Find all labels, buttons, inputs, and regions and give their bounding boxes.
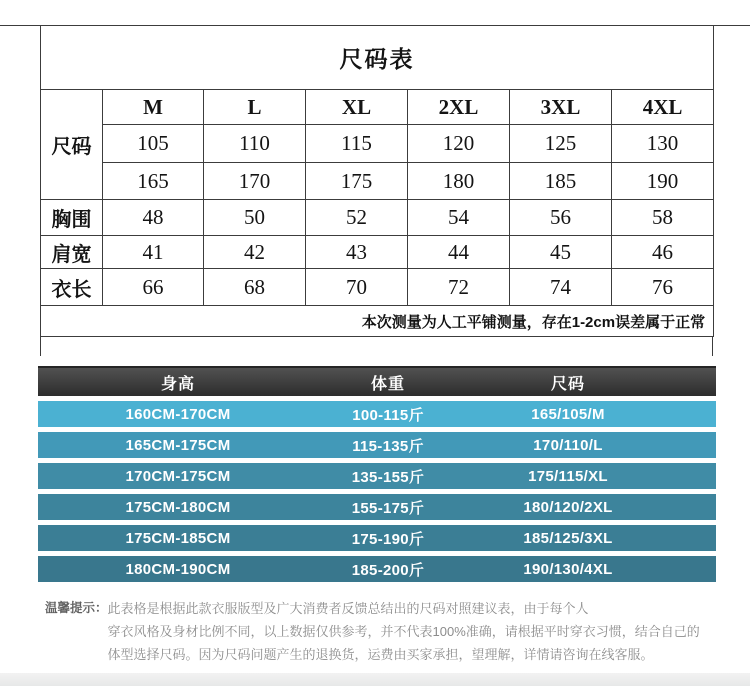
fit-weight-cell: 185-200斤 (351, 561, 425, 579)
fit-table-row (38, 525, 716, 551)
fit-height-cell: 175CM-185CM (125, 529, 231, 547)
warm-tip-block (45, 597, 717, 666)
size-code-cell: 130 (612, 125, 714, 163)
fit-height-cell: 175CM-180CM (125, 498, 231, 516)
measure-value-cell: 68 (204, 269, 306, 306)
measure-label-cell: 肩宽 (41, 236, 103, 269)
measure-value-cell: 54 (408, 200, 510, 236)
tip-line: 穿衣风格及身材比例不同，以上数据仅供参考，并不代表100%准确，请根据平时穿衣习惯，结合自己的 (107, 624, 700, 639)
fit-header-weight: 体重 (370, 375, 405, 393)
col-header-cell: 4XL (612, 90, 714, 125)
fit-table-row (38, 556, 716, 582)
fit-height-cell: 160CM-170CM (125, 405, 231, 423)
measure-value-cell: 50 (204, 200, 306, 236)
fit-table-header (38, 366, 716, 396)
measure-value-cell: 58 (612, 200, 714, 236)
fit-weight-cell: 135-155斤 (351, 468, 425, 486)
table-row (41, 306, 714, 337)
table-left-border-tail (40, 337, 41, 356)
measurement-note: 本次测量为人工平铺测量，存在1-2cm误差属于正常 (41, 306, 714, 337)
col-header-cell: M (103, 90, 204, 125)
fit-height-cell: 165CM-175CM (125, 436, 231, 454)
col-header-cell: L (204, 90, 306, 125)
size-code-cell: 110 (204, 125, 306, 163)
table-row (41, 125, 714, 163)
fit-recommendation-table (38, 366, 716, 582)
table-right-border-tail (712, 337, 713, 356)
table-row (41, 90, 714, 125)
height-code-cell: 170 (204, 163, 306, 200)
measure-value-cell: 70 (306, 269, 408, 306)
size-table-title: 尺码表 (41, 26, 714, 90)
measure-value-cell: 72 (408, 269, 510, 306)
measure-value-cell: 44 (408, 236, 510, 269)
fit-size-cell: 180/120/2XL (523, 498, 613, 516)
fit-weight-cell: 100-115斤 (352, 406, 424, 424)
fit-table-row (38, 494, 716, 520)
measure-value-cell: 42 (204, 236, 306, 269)
height-code-cell: 175 (306, 163, 408, 200)
corner-label-cell: 尺码 (41, 90, 103, 200)
fit-weight-cell: 115-135斤 (352, 437, 424, 455)
size-chart-table (40, 25, 714, 337)
fit-table-row (38, 463, 716, 489)
measure-value-cell: 46 (612, 236, 714, 269)
size-code-cell: 105 (103, 125, 204, 163)
measure-value-cell: 66 (103, 269, 204, 306)
measure-value-cell: 48 (103, 200, 204, 236)
measure-label-cell: 衣长 (41, 269, 103, 306)
fit-size-cell: 165/105/M (531, 405, 605, 423)
table-row (41, 26, 714, 90)
measure-value-cell: 43 (306, 236, 408, 269)
fit-size-cell: 190/130/4XL (523, 560, 613, 578)
height-code-cell: 165 (103, 163, 204, 200)
col-header-cell: 3XL (510, 90, 612, 125)
measure-value-cell: 41 (103, 236, 204, 269)
fit-size-cell: 170/110/L (533, 436, 603, 454)
height-code-cell: 190 (612, 163, 714, 200)
measure-value-cell: 74 (510, 269, 612, 306)
size-code-cell: 125 (510, 125, 612, 163)
table-row (41, 269, 714, 306)
measure-value-cell: 52 (306, 200, 408, 236)
col-header-cell: 2XL (408, 90, 510, 125)
fit-height-cell: 170CM-175CM (125, 467, 231, 485)
fit-table-row (38, 401, 716, 427)
warm-tip-label: 温馨提示： (45, 601, 108, 615)
size-code-cell: 120 (408, 125, 510, 163)
height-code-cell: 180 (408, 163, 510, 200)
fit-weight-cell: 175-190斤 (351, 530, 425, 548)
tip-line: 体型选择尺码。因为尺码问题产生的退换货，运费由买家承担，望理解，详情请咨询在线客服。 (107, 647, 654, 662)
fit-header-size: 尺码 (550, 375, 585, 393)
measure-value-cell: 45 (510, 236, 612, 269)
measure-value-cell: 76 (612, 269, 714, 306)
tip-line: 此表格是根据此款衣服版型及广大消费者反馈总结出的尺码对照建议表，由于每个人 (107, 601, 589, 616)
size-code-cell: 115 (306, 125, 408, 163)
table-row (41, 163, 714, 200)
fit-size-cell: 185/125/3XL (523, 529, 613, 547)
height-code-cell: 185 (510, 163, 612, 200)
fit-height-cell: 180CM-190CM (125, 560, 231, 578)
warm-tip-body (108, 597, 717, 666)
measure-label-cell: 胸围 (41, 200, 103, 236)
fit-table-row (38, 432, 716, 458)
table-row (41, 236, 714, 269)
table-row (41, 200, 714, 236)
fit-header-height: 身高 (160, 375, 195, 393)
fit-size-cell: 175/115/XL (528, 467, 608, 485)
col-header-cell: XL (306, 90, 408, 125)
bottom-section-divider (0, 673, 750, 686)
fit-weight-cell: 155-175斤 (351, 499, 425, 517)
measure-value-cell: 56 (510, 200, 612, 236)
